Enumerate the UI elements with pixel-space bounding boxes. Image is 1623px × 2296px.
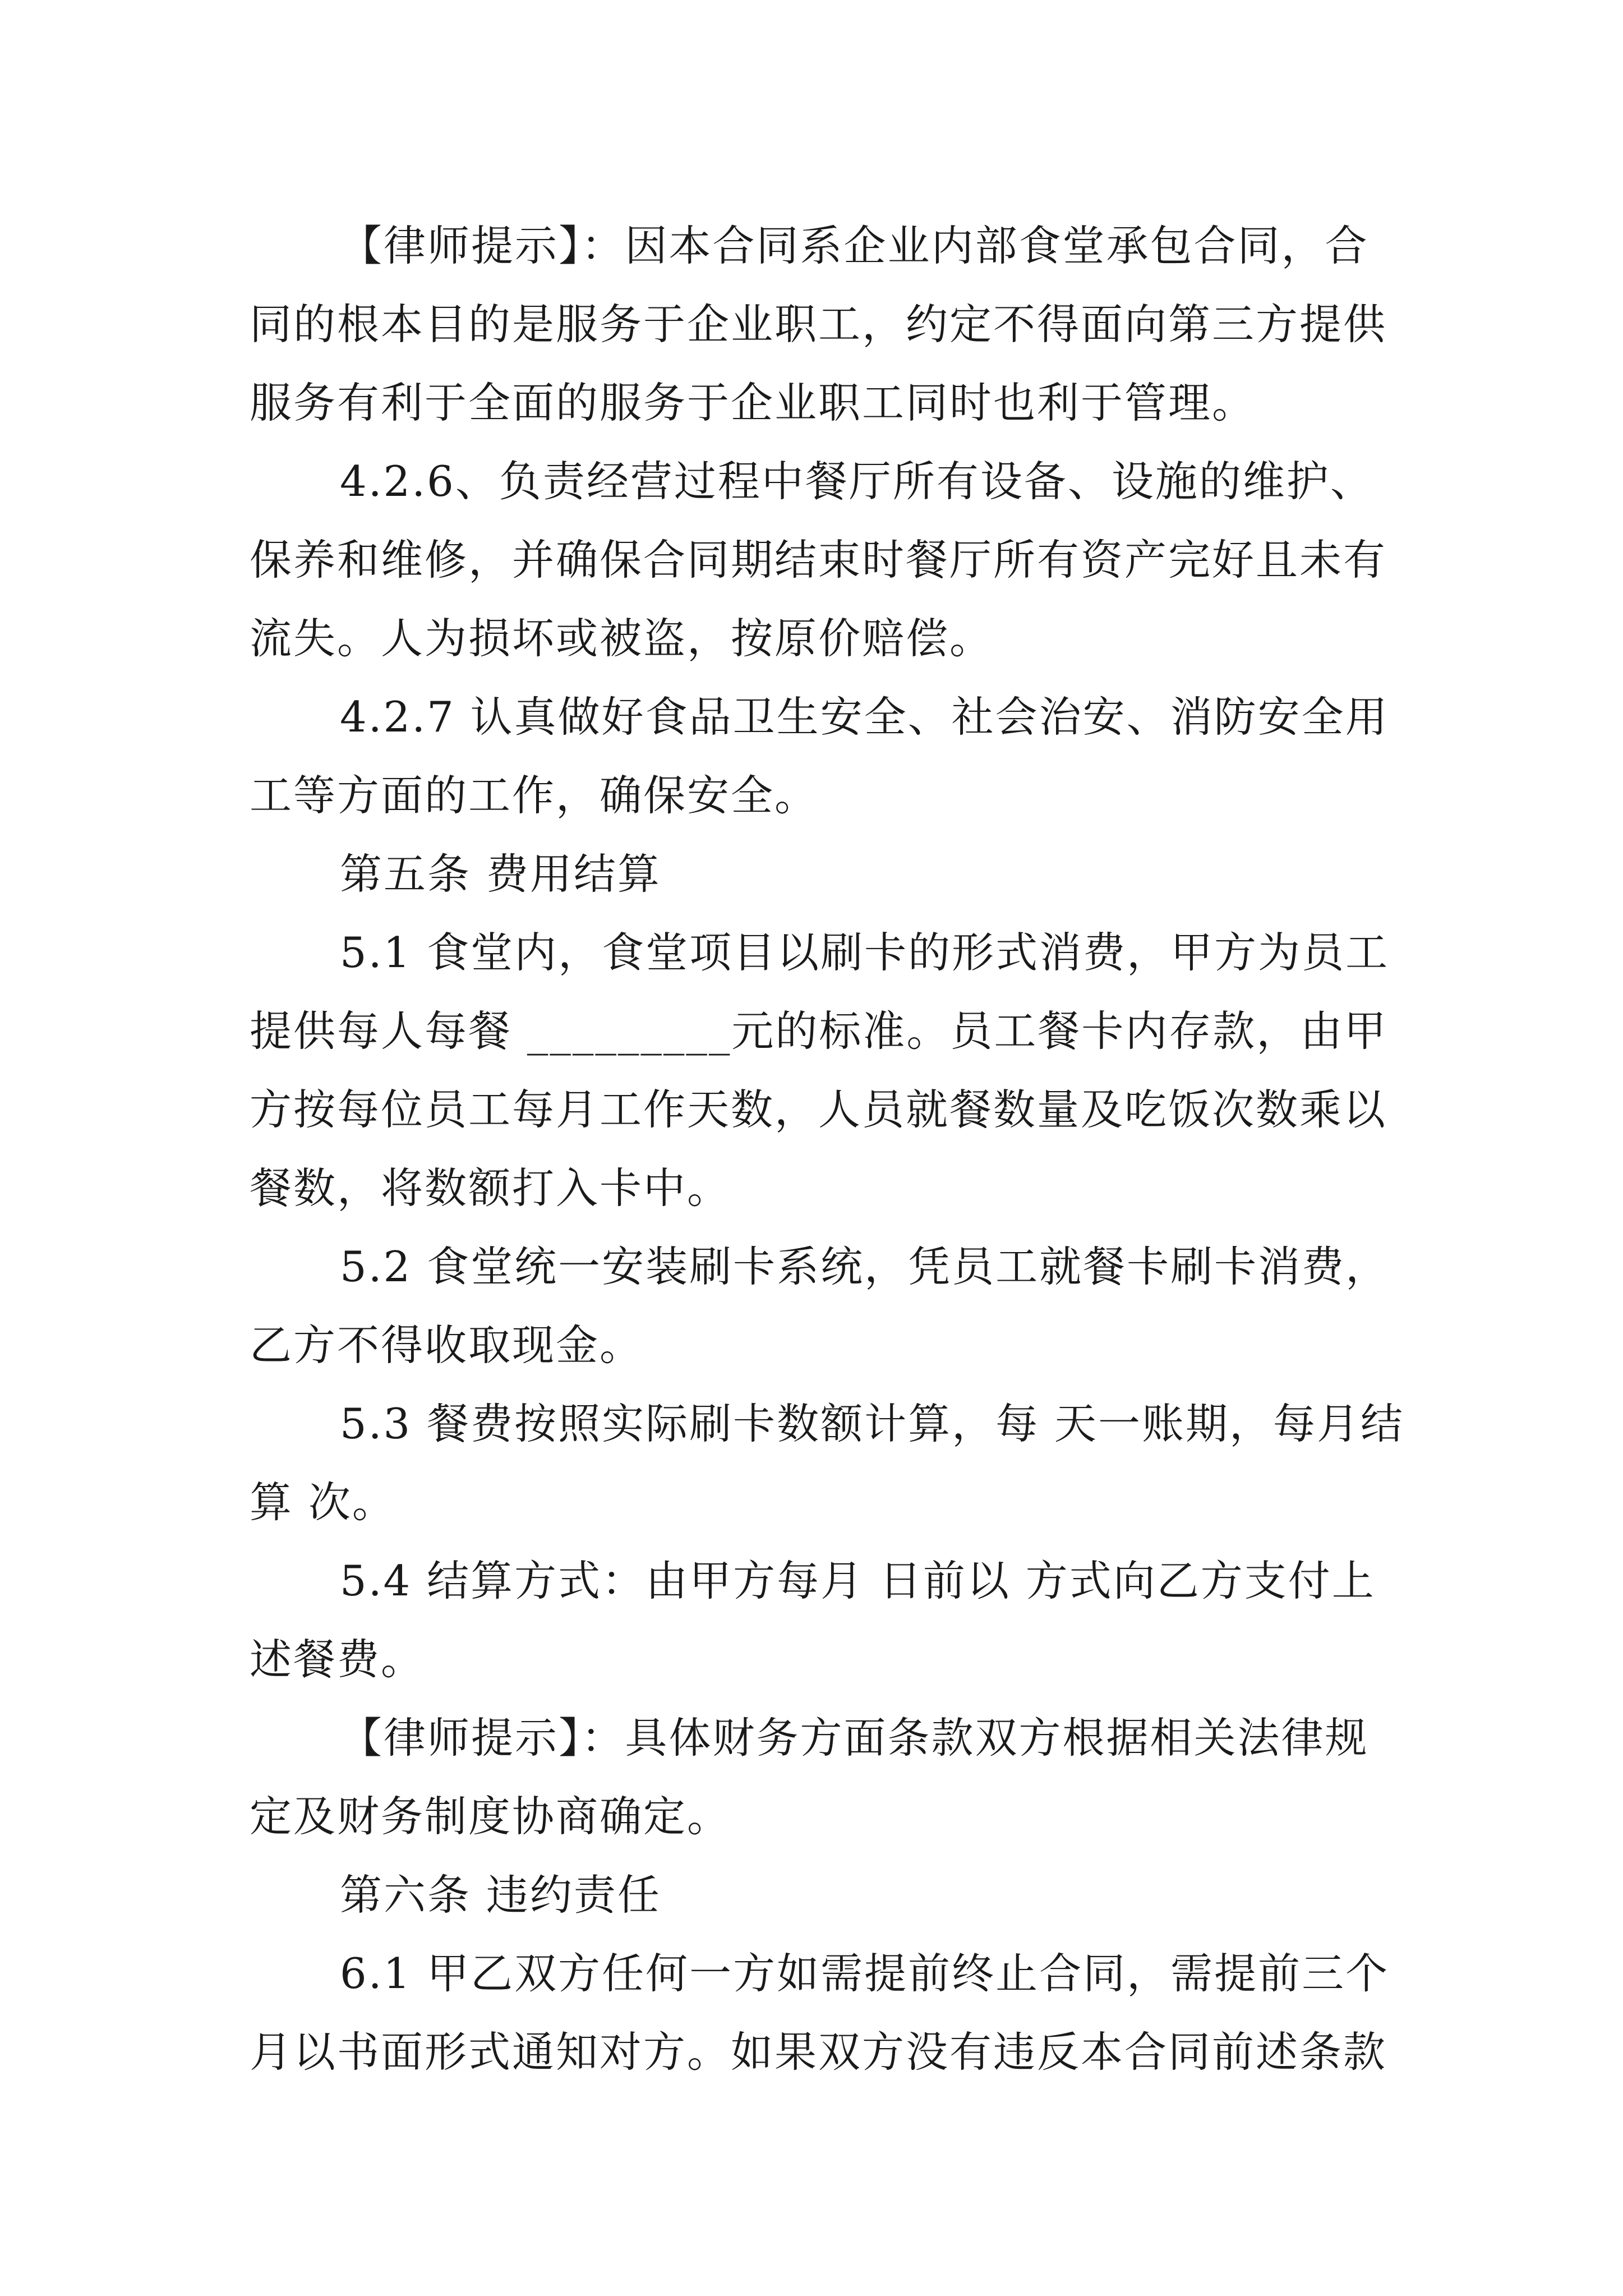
text-line: 5.4 结算方式：由甲方每月 日前以 方式向乙方支付上	[340, 1556, 1376, 1605]
text-line: 5.3 餐费按照实际刷卡数额计算，每 天一账期，每月结	[340, 1399, 1404, 1448]
text-line: 流失。人为损坏或被盗，按原价赔偿。	[250, 614, 994, 663]
text-line: 述餐费。	[250, 1635, 425, 1684]
text-line: 乙方不得收取现金。	[250, 1320, 644, 1370]
text-line: 6.1 甲乙双方任何一方如需提前终止合同，需提前三个	[340, 1949, 1390, 1998]
section-heading: 第六条 违约责任	[340, 1870, 661, 1920]
section-heading: 第五条 费用结算	[340, 849, 661, 899]
text-line: 月以书面形式通知对方。如果双方没有违反本合同前述条款	[250, 2027, 1387, 2077]
text-line: 5.1 食堂内，食堂项目以刷卡的形式消费，甲方为员工	[340, 928, 1390, 977]
text-line: 服务有利于全面的服务于企业职工同时也利于管理。	[250, 378, 1256, 427]
text-line: 定及财务制度协商确定。	[250, 1792, 731, 1841]
text-line: 【律师提示】：具体财务方面条款双方根据相关法律规	[340, 1713, 1369, 1763]
text-line: 餐数，将数额打入卡中。	[250, 1163, 731, 1213]
text-line: 算 次。	[250, 1478, 396, 1527]
text-line: 5.2 食堂统一安装刷卡系统，凭员工就餐卡刷卡消费，	[340, 1242, 1390, 1291]
text-line: 4.2.6、负责经营过程中餐厅所有设备、设施的维护、	[340, 457, 1374, 506]
text-line: 【律师提示】：因本合同系企业内部食堂承包合同，合	[340, 221, 1369, 270]
text-line: 同的根本目的是服务于企业职工，约定不得面向第三方提供	[250, 300, 1387, 349]
text-line: 工等方面的工作，确保安全。	[250, 771, 819, 820]
text-line: 4.2.7 认真做好食品卫生安全、社会治安、消防安全用	[340, 692, 1389, 742]
text-line: 提供每人每餐 _________元的标准。员工餐卡内存款，由甲	[250, 1006, 1388, 1056]
text-line: 方按每位员工每月工作天数，人员就餐数量及吃饭次数乘以	[250, 1085, 1387, 1134]
text-line: 保养和维修，并确保合同期结束时餐厅所有资产完好且未有	[250, 535, 1387, 585]
